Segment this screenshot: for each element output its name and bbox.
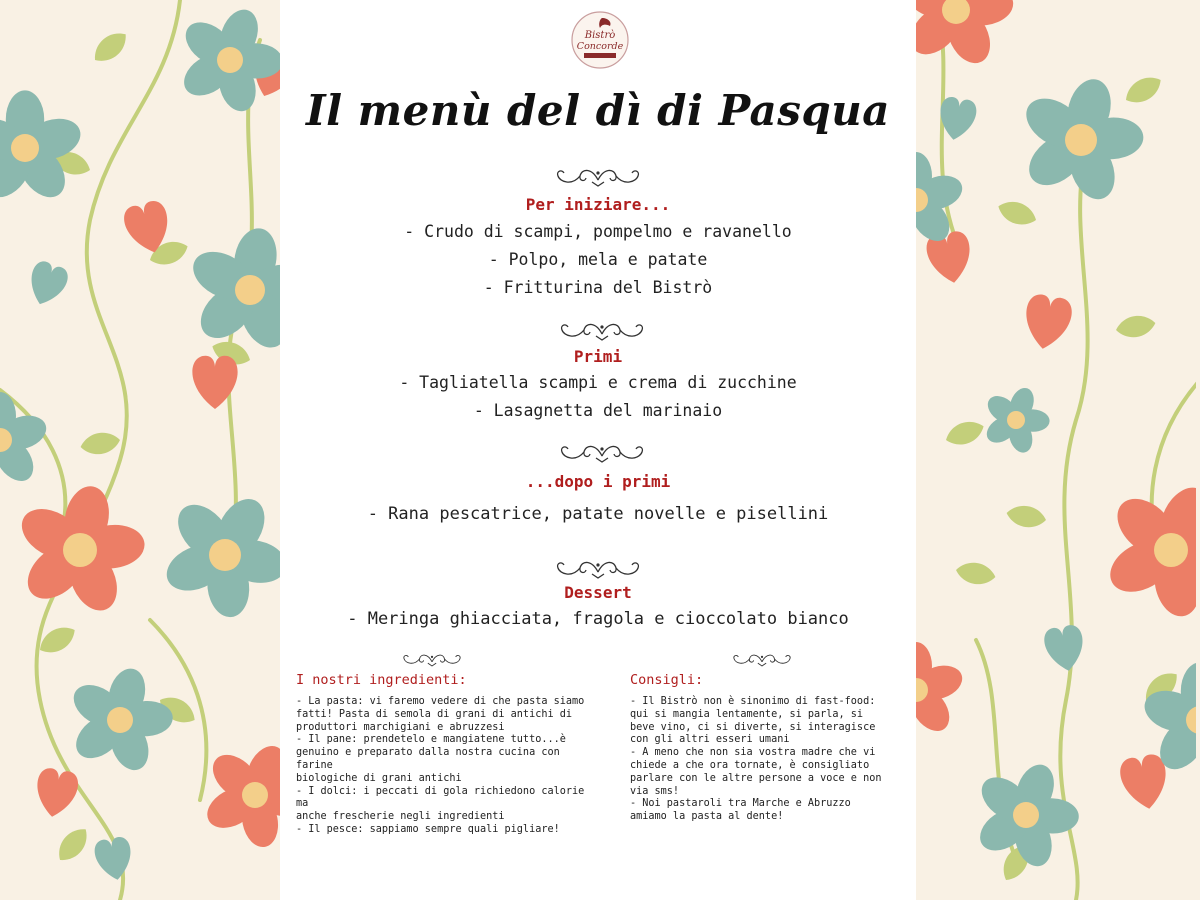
floral-pattern-left [0, 0, 280, 900]
ingredients-line: - Il pane: prendetelo e mangiatene tutto...è [296, 734, 566, 746]
ingredients-line: biologiche di grani antichi [296, 772, 462, 784]
ingredients-line: - Il pesce: sappiamo sempre quali pigliare! [296, 823, 560, 835]
tips-line: - Noi pastaroli tra Marche e Abruzzo [630, 798, 851, 810]
tips-line: via sms! [630, 785, 680, 797]
tips-line: - A meno che non sia vostra madre che vi [630, 747, 876, 759]
ingredients-line: - I dolci: i peccati di gola richiedono calorie ma [296, 785, 585, 810]
section-heading-dessert: Dessert [564, 583, 632, 602]
tips-line: beve vino, ci si diverte, si interagisce [630, 721, 876, 733]
ingredients-line: anche frescherie negli ingredienti [296, 811, 505, 823]
tips-line: - Il Bistrò non è sinonimo di fast-food: [630, 696, 876, 707]
ingredients-line: fatti! Pasta di semola di grani di antichi di [296, 708, 573, 720]
menu-item: - Rana pescatrice, patate novelle e pisellini [367, 504, 829, 524]
ingredients-column [296, 672, 596, 837]
tips-line: con gli altri esseri umani [630, 734, 790, 746]
section-heading-starters: Per iniziare... [525, 195, 671, 214]
menu-item: - Tagliatella scampi e crema di zucchine [399, 373, 797, 392]
logo-line1: Bistrò [584, 30, 616, 41]
floral-pattern-right [916, 0, 1196, 900]
tips-heading: Consigli: [630, 672, 704, 688]
tips-line: amiamo la pasta al dente! [630, 811, 784, 823]
menu-item: - Polpo, mela e patate [488, 250, 708, 269]
menu-paper [280, 0, 916, 900]
wallpaper-right [916, 0, 1196, 900]
ornament-divider [552, 556, 644, 580]
ornament-divider [556, 440, 648, 464]
logo-line2: Concorde [576, 41, 624, 52]
menu-item: - Fritturina del Bistrò [483, 278, 713, 297]
ingredients-line: - La pasta: vi faremo vedere di che pasta siamo [296, 696, 585, 707]
bistro-logo [570, 10, 630, 70]
tips-line: parlare con le altre persone a voce e non [630, 772, 882, 784]
ingredients-heading: I nostri ingredienti: [296, 672, 467, 688]
logo-seal [570, 10, 630, 70]
menu-item: - Lasagnetta del marinaio [473, 401, 723, 420]
menu-item: - Meringa ghiacciata, fragola e cioccolato bianco [347, 609, 849, 629]
tips-column [630, 672, 910, 824]
ornament-divider [730, 650, 794, 668]
tips-line: qui si mangia lentamente, si parla, si [630, 708, 864, 720]
section-heading-secondi: ...dopo i primi [525, 472, 671, 491]
ornament-divider [400, 650, 464, 668]
wallpaper-left [0, 0, 280, 900]
tips-line: chiede a che ora tornate, è consigliato [630, 759, 870, 771]
ingredients-line: produttori marchigiani e abruzzesi [296, 721, 505, 733]
ornament-divider [556, 318, 648, 342]
section-heading-primi: Primi [573, 347, 623, 366]
ornament-divider [552, 164, 644, 188]
page-title: Il menù del dì di Pasqua [305, 86, 891, 135]
menu-item: - Crudo di scampi, pompelmo e ravanello [404, 222, 792, 241]
ingredients-line: genuino e preparato dalla nostra cucina con farine [296, 747, 560, 771]
